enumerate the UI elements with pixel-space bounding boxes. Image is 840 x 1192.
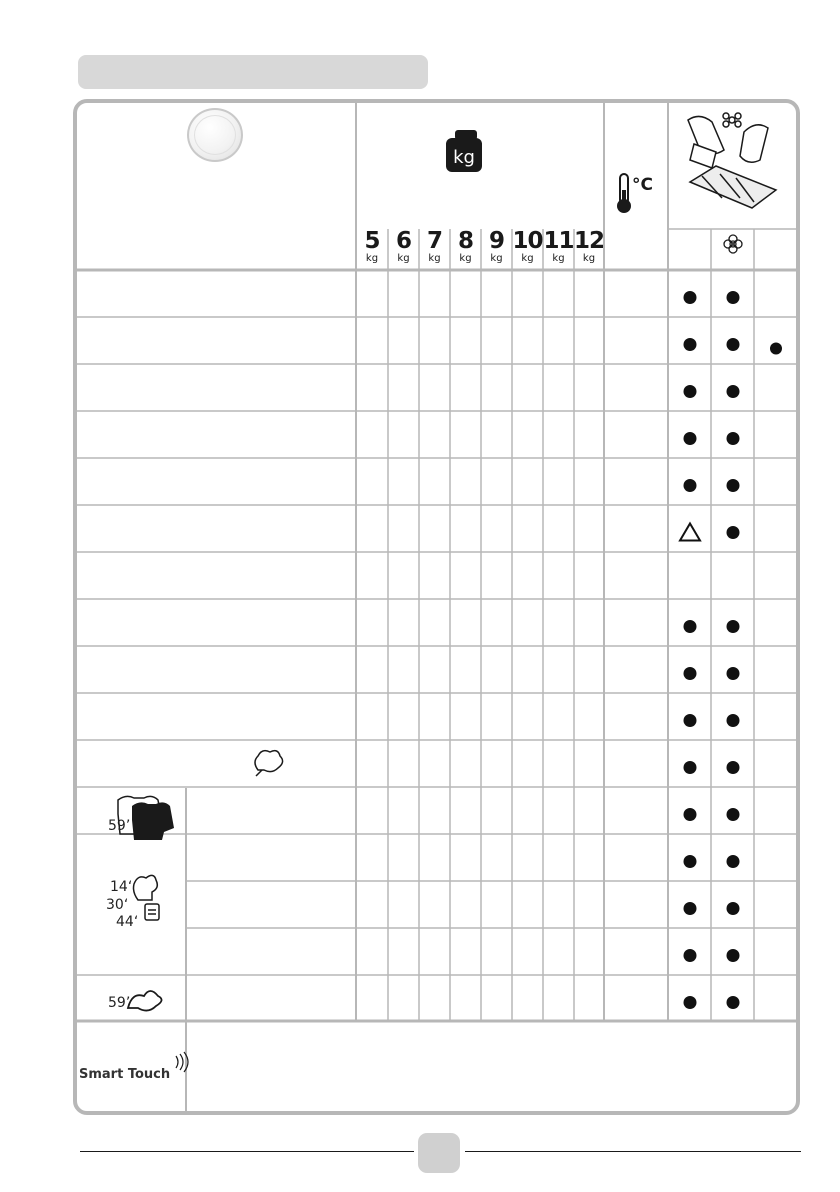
rapid-time-14: 14‘ bbox=[110, 879, 133, 895]
compartment-mark-dot bbox=[684, 385, 697, 398]
load-column-lines bbox=[388, 229, 574, 1021]
rapid-time-30: 30‘ bbox=[106, 897, 129, 913]
programme-dial-icon bbox=[187, 108, 243, 162]
load-capacity-value: 5 bbox=[364, 228, 380, 254]
load-capacity-unit: kg bbox=[428, 253, 441, 264]
load-capacity-8 bbox=[451, 229, 481, 264]
temperature-unit: °C bbox=[632, 175, 653, 195]
compartment-marks bbox=[680, 291, 782, 1009]
compartment-mark-dot bbox=[727, 526, 740, 539]
compartment-mark-dot bbox=[727, 714, 740, 727]
cotton-icon bbox=[128, 991, 162, 1011]
mixed-colours-time: 59’ bbox=[108, 818, 131, 834]
compartment-mark-dot bbox=[684, 855, 697, 868]
compartment-mark-dot bbox=[684, 808, 697, 821]
compartment-mark-dot bbox=[684, 761, 697, 774]
load-capacity-10 bbox=[513, 229, 543, 264]
compartment-mark-triangle bbox=[680, 524, 700, 541]
page-number-tab bbox=[418, 1133, 460, 1173]
load-capacity-value: 8 bbox=[457, 228, 473, 254]
compartment-mark-dot bbox=[684, 620, 697, 633]
compartment-mark-dot bbox=[684, 996, 697, 1009]
compartment-mark-dot bbox=[727, 808, 740, 821]
compartment-mark-dot bbox=[727, 996, 740, 1009]
load-capacity-value: 9 bbox=[488, 228, 504, 254]
compartment-mark-dot bbox=[684, 902, 697, 915]
load-capacity-value: 6 bbox=[395, 228, 411, 254]
compartment-mark-dot bbox=[684, 949, 697, 962]
load-capacity-value: 12 bbox=[574, 228, 605, 254]
softener-flower-icon bbox=[724, 235, 742, 253]
compartment-mark-dot bbox=[684, 291, 697, 304]
load-capacity-unit: kg bbox=[582, 253, 596, 264]
load-capacity-6 bbox=[389, 229, 419, 264]
detergent-drawer-icon bbox=[688, 113, 776, 208]
compartment-mark-dot bbox=[727, 949, 740, 962]
load-capacity-9 bbox=[482, 229, 512, 264]
steam-icon bbox=[255, 751, 283, 776]
compartment-mark-dot bbox=[727, 479, 740, 492]
compartment-mark-dot bbox=[684, 714, 697, 727]
compartment-mark-dot bbox=[727, 338, 740, 351]
load-capacity-unit: kg bbox=[365, 253, 379, 264]
compartment-mark-dot bbox=[727, 855, 740, 868]
compartment-mark-dot bbox=[727, 667, 740, 680]
load-capacity-11 bbox=[544, 229, 574, 264]
load-capacity-unit: kg bbox=[490, 253, 503, 264]
rapid-time-44: 44‘ bbox=[116, 914, 139, 930]
compartment-mark-dot bbox=[727, 902, 740, 915]
load-capacity-value: 10 bbox=[512, 228, 543, 254]
load-capacity-value: 11 bbox=[543, 228, 574, 254]
compartment-mark-dot bbox=[684, 432, 697, 445]
load-capacity-unit: kg bbox=[521, 253, 534, 264]
compartment-mark-dot bbox=[727, 761, 740, 774]
compartment-mark-dot bbox=[684, 667, 697, 680]
compartment-mark-dot bbox=[727, 432, 740, 445]
programme-dial-inner bbox=[194, 115, 236, 155]
load-capacity-7 bbox=[420, 229, 450, 264]
load-capacity-unit: kg bbox=[459, 253, 472, 264]
compartment-mark-dot bbox=[727, 620, 740, 633]
footer-line-right bbox=[465, 1151, 801, 1152]
load-capacity-unit: kg bbox=[552, 253, 565, 264]
compartment-mark-dot bbox=[727, 291, 740, 304]
footer-line-left bbox=[80, 1151, 414, 1152]
load-capacity-5 bbox=[357, 229, 387, 264]
weight-kg-icon bbox=[446, 130, 482, 172]
thermometer-icon bbox=[617, 174, 653, 213]
load-capacity-12 bbox=[574, 229, 604, 264]
compartment-mark-dot bbox=[727, 385, 740, 398]
load-capacity-value: 7 bbox=[426, 228, 442, 254]
weight-kg-label: kg bbox=[453, 147, 475, 168]
load-capacity-unit: kg bbox=[397, 253, 410, 264]
compartment-mark-dot bbox=[684, 479, 697, 492]
row-lines bbox=[77, 317, 796, 975]
compartment-mark-dot bbox=[770, 343, 782, 355]
cotton-time: 59’ bbox=[108, 995, 131, 1011]
smart-touch-label: Smart Touch bbox=[79, 1067, 171, 1082]
compartment-mark-dot bbox=[684, 338, 697, 351]
